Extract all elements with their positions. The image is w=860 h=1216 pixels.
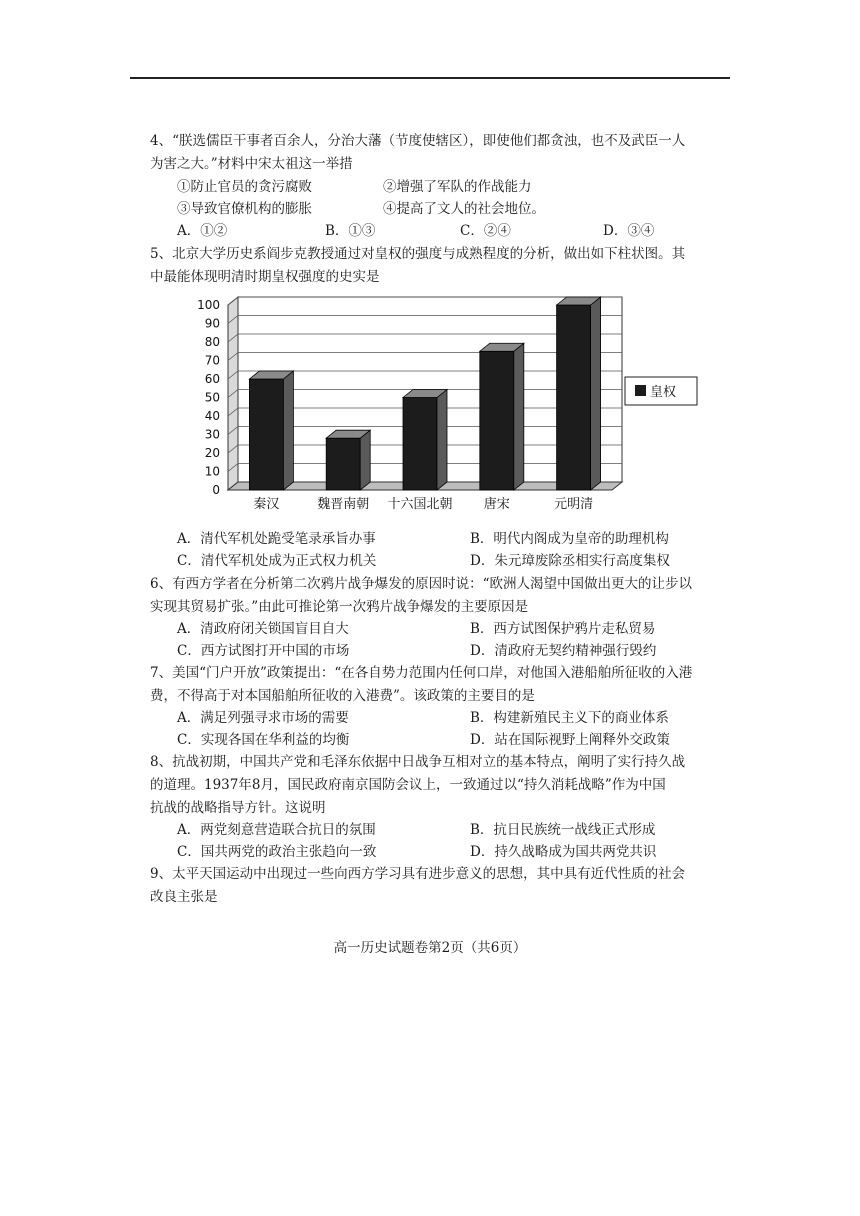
- q4-option-c: C．②④: [460, 223, 511, 239]
- x-category-label: 元明清: [554, 497, 594, 512]
- x-category-label: 唐宋: [483, 497, 510, 512]
- y-tick-label: 70: [204, 353, 220, 368]
- bar-side: [437, 390, 447, 491]
- bar: [326, 438, 360, 490]
- q5-option-c: C．清代军机处成为正式权力机关: [177, 553, 377, 569]
- q6-option-b: B．西方试图保护鸦片走私贸易: [470, 621, 656, 637]
- q5-stem-line-2: 中最能体现明清时期皇权强度的史实是: [150, 269, 380, 285]
- q6-option-d: D．清政府无契约精神强行毁约: [470, 643, 657, 659]
- q9-stem-line-2: 改良主张是: [150, 889, 218, 905]
- bar-side: [514, 343, 524, 490]
- y-tick-label: 90: [204, 316, 220, 331]
- q8-option-b: B．抗日民族统一战线正式形成: [470, 822, 656, 838]
- bar: [249, 379, 283, 490]
- q8-option-c: C．国共两党的政治主张趋向一致: [177, 844, 377, 860]
- y-tick-label: 0: [212, 483, 220, 497]
- bar: [557, 305, 591, 490]
- q6-option-c: C．西方试图打开中国的市场: [177, 643, 350, 659]
- y-tick-label: 50: [204, 390, 220, 405]
- q7-option-a: A．满足列强寻求市场的需要: [177, 710, 349, 726]
- q5-option-d: D．朱元璋废除丞相实行高度集权: [470, 553, 670, 569]
- q5-stem-line-1: 5、北京大学历史系阎步克教授通过对皇权的强度与成熟程度的分析，做出如下柱状图。其: [150, 246, 686, 262]
- q8-stem-line-2: 的道理。1937年8月，国民政府南京国防会议上，一致通过以“持久消耗战略”作为中国: [150, 777, 666, 793]
- y-tick-label: 10: [204, 464, 220, 479]
- bar-chart: [0, 0, 860, 540]
- q7-option-d: D．站在国际视野上阐释外交政策: [470, 732, 670, 748]
- q4-option-d: D．③④: [603, 223, 655, 239]
- q4-option-a: A．①②: [177, 223, 228, 239]
- x-category-label: 秦汉: [253, 497, 280, 512]
- q6-stem-line-1: 6、有西方学者在分析第二次鸦片战争爆发的原因时说：“欧洲人渴望中国做出更大的让步以: [150, 576, 692, 592]
- y-tick-label: 30: [204, 427, 220, 442]
- legend-label: 皇权: [650, 385, 677, 400]
- legend-swatch: [635, 385, 646, 396]
- q7-stem-line-2: 费，不得高于对本国船舶所征收的入港费”。该政策的主要目的是: [150, 688, 535, 704]
- q7-stem-line-1: 7、美国“门户开放”政策提出：“在各自势力范围内任何口岸，对他国入港船舶所征收的入港: [150, 665, 693, 681]
- q4-stem-line-2: 为害之大。”材料中宋太祖这一举措: [150, 156, 353, 172]
- q4-item-1: ①防止官员的贪污腐败: [177, 179, 312, 195]
- x-category-label: 十六国北朝: [387, 497, 453, 512]
- page-footer: 高一历史试题卷第2页（共6页）: [333, 940, 527, 956]
- q5-option-a: A．清代军机处跪受笔录承旨办事: [177, 531, 376, 547]
- q4-stem-line-1: 4、“朕选儒臣干事者百余人，分治大藩（节度使辖区），即使他们都贪浊，也不及武臣一人: [150, 133, 686, 149]
- y-tick-label: 40: [204, 409, 220, 423]
- q5-option-b: B．明代内阁成为皇帝的助理机构: [470, 531, 669, 547]
- bar: [403, 398, 437, 491]
- y-tick-label: 60: [204, 372, 220, 386]
- q7-option-c: C．实现各国在华利益的均衡: [177, 732, 350, 748]
- q4-item-2: ②增强了军队的作战能力: [383, 179, 532, 195]
- q6-stem-line-2: 实现其贸易扩张。”由此可推论第一次鸦片战争爆发的主要原因是: [150, 599, 529, 615]
- bar-side: [283, 371, 293, 490]
- q4-option-b: B．①③: [325, 223, 376, 239]
- q8-option-a: A．两党刻意营造联合抗日的氛围: [177, 822, 376, 838]
- bar-side: [360, 430, 370, 490]
- x-category-label: 魏晋南朝: [317, 497, 370, 512]
- q8-stem-line-3: 抗战的战略指导方针。这说明: [150, 800, 326, 816]
- bar-side: [591, 297, 601, 490]
- q6-option-a: A．清政府闭关锁国盲目自大: [177, 621, 349, 637]
- q8-stem-line-1: 8、抗战初期，中国共产党和毛泽东依据中日战争互相对立的基本特点，阐明了实行持久战: [150, 754, 686, 770]
- y-tick-label: 80: [204, 335, 220, 349]
- y-tick-label: 100: [197, 298, 220, 312]
- q9-stem-line-1: 9、太平天国运动中出现过一些向西方学习具有进步意义的思想，其中具有近代性质的社会: [150, 866, 686, 882]
- q7-option-b: B．构建新殖民主义下的商业体系: [470, 710, 669, 726]
- bar: [480, 351, 514, 490]
- q8-option-d: D．持久战略成为国共两党共识: [470, 844, 657, 860]
- y-tick-label: 20: [204, 446, 220, 460]
- q4-item-3: ③导致官僚机构的膨胀: [177, 201, 312, 217]
- q4-item-4: ④提高了文人的社会地位。: [383, 201, 545, 217]
